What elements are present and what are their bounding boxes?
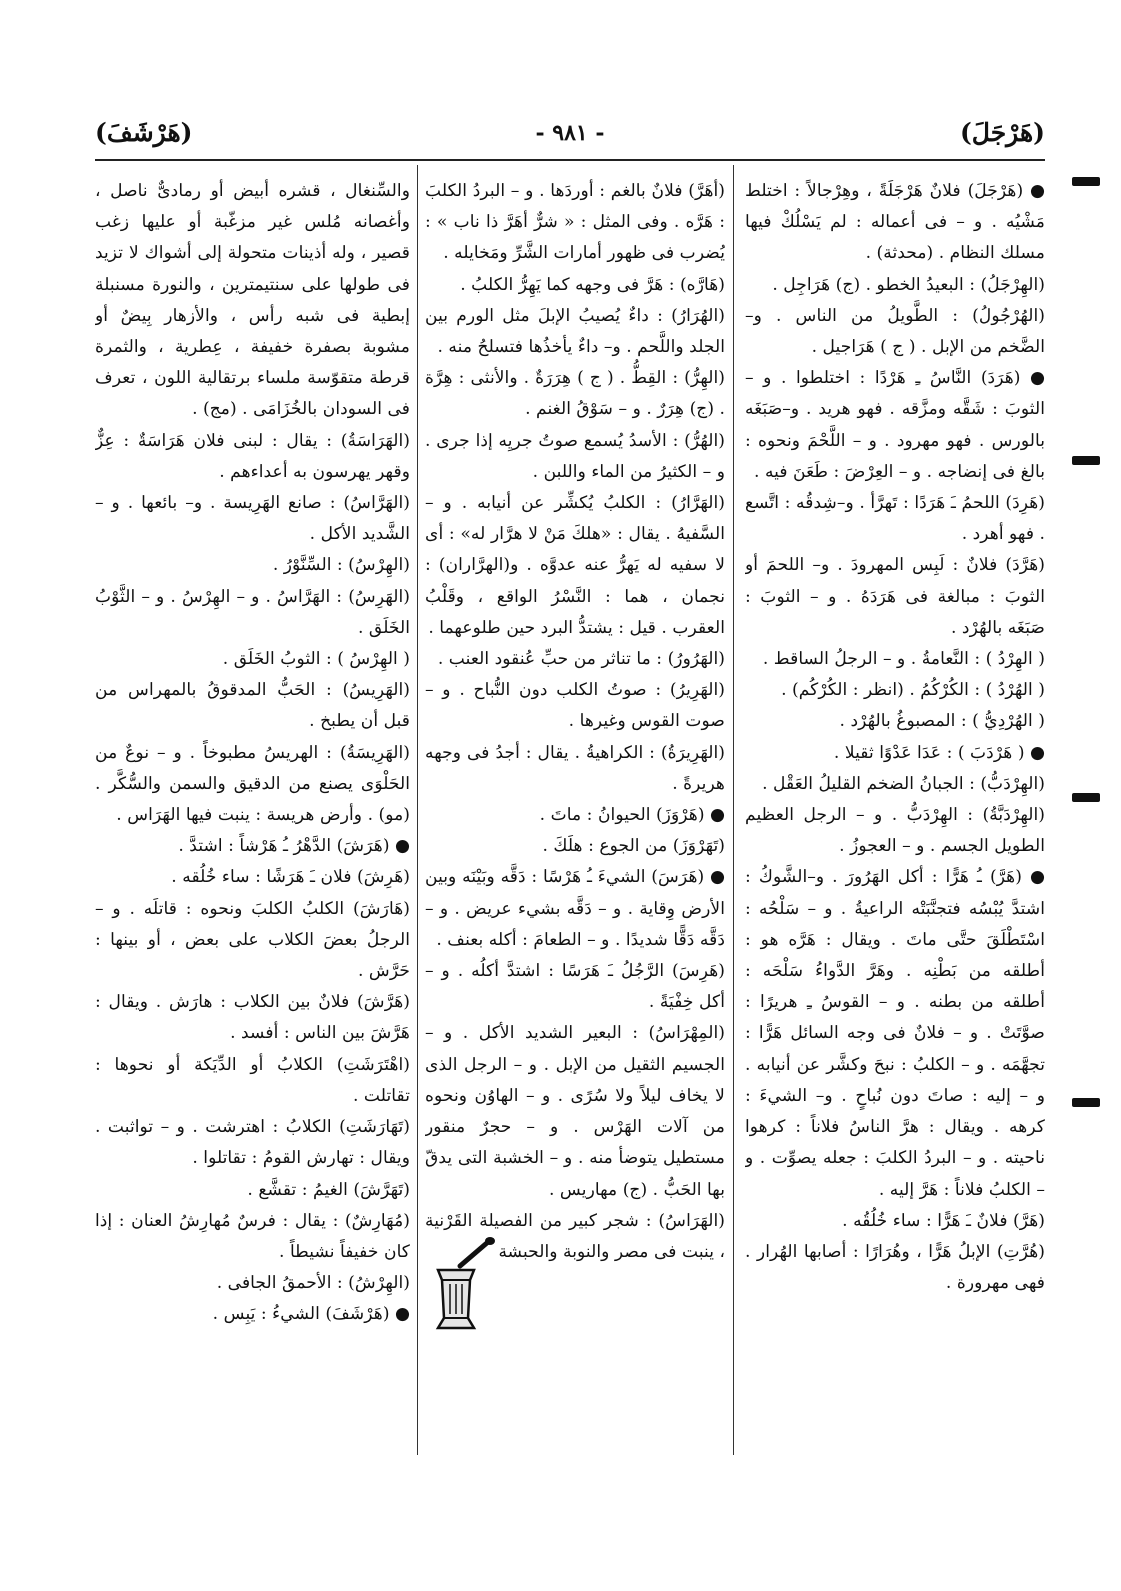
entry: (الهُرَارُ) : داءٌ يُصيبُ الإبلَ مثل الورم بين الجلد واللَّحم . و– داءٌ يأخذُها فتسلحُ منه . xyxy=(425,305,725,358)
entry: ( الهِرْدُ ) : النَّعامةُ . و – الرجلُ الساقط . xyxy=(762,649,1045,670)
entry: (الهَرِسُ) : الهَرَّاسُ . و – الهِرْسُ . و – الثَّوْبُ الخَلَق . xyxy=(95,586,410,638)
entry: (الهَرَاسَةُ) : يقال : لبنى فلان هَرَاسَةٌ : عِزٌّ وقهر يهرسون به أعداءهم . xyxy=(95,430,410,482)
entry: ● (هَرْشَفَ) الشيءُ : يَبِس . xyxy=(212,1304,410,1325)
entry: (تَهَرَّشَ) الغيمُ : تقشَّع . xyxy=(247,1179,410,1200)
entry: (الهِرْدَبَّةُ) : الهِرْدَبُّ . و – الرجل العظيم الطويل الجسم . و – العجوزُ . xyxy=(745,805,1045,857)
entry: ● (هَرْوَزَ) الحيوانُ : ماتَ . xyxy=(539,805,725,826)
entry: (الهِرْسُ) : السِّنَّوْرُ . xyxy=(272,555,410,576)
entry: (هَرِسَ) الرَّجُلُ ـَ هَرَسًا : اشتدَّ أكلُه . و – أكل خِفْيَةً . xyxy=(425,961,725,1013)
entry: (هَارَشَ) الكلبُ الكلبَ ونحوه : قاتلَه . و – الرجلُ بعضَ الكلاب على بعض ، أو بينها : حَرَّش . xyxy=(95,898,410,982)
entry: (أهَرَّ) فلانٌ بالغم : أوردَها . و – البردُ الكلبَ : هَرَّه . وفى المثل : « شرٌّ أهَرَّ ذا ناب » : يُضرب فى ظهور أمارات الشَّرِّ ومَخايله . xyxy=(425,181,725,264)
entry: والسِّنغال ، قشره أبيض أو رمادىٌّ ناصل ، وأغصانه مُلس غير مزغّبة أو عليها زغب قصير ، وله أذينات متحولة إلى أشواك لا تزيد فى طولها على سنتيمترين ، والنورة مسنبلة إبطية فى شبه رأس ، والأزهار بِيضٌ أو مشوبة بصفرة خفيفة ، عِطرية ، والثمرة قرطة متقوّسة ملساء برتقالية اللون ، تعرف فى السودان بالخُزَامَى . (مج) . xyxy=(95,181,410,420)
entry: (هَرِدَ) اللحمُ ـَ هَرَدًا : تَهرَّأ . و–شِدقُه : اتَّسع . فهو أهرد . xyxy=(745,493,1045,545)
entry: (الهَرِيسَةُ) : الهريسُ مطبوخاً . و – نوعٌ من الحَلْوَى يصنع من الدقيق والسمن والسُّكَّر . (مو) . وأرض هريسة : ينبت فيها الهَرَاس . xyxy=(95,742,410,826)
guide-word-left: (هَرْشَفَ) xyxy=(95,118,193,147)
entry: (الهَرِيرُ) : صوتُ الكلب دون النُّباح . و – صوت القوس وغيرها . xyxy=(425,680,725,732)
column-divider xyxy=(733,165,734,1455)
entry: (الهُرُّ) : الأسدُ يُسمع صوتُ جريِه إذا جرى . و – الكثيرُ من الماء واللبن . xyxy=(425,430,725,482)
margin-mark xyxy=(1072,793,1100,802)
entry: (مُهَارِشٌ) : يقال : فرسٌ مُهارِشُ العنان : إذا كان خفيفاً نشيطاً . xyxy=(95,1210,410,1262)
entry: (الهَرُورُ) : ما تناثر من حبِّ عُنقود العنب . xyxy=(437,649,725,670)
entry: (الهَرِيرَةُ) : الكراهيةُ . يقال : أجدُ فى وجهه هريرةً . xyxy=(425,742,725,794)
entry: ● (هَرْجَلَ) فلانٌ هَرْجَلَةً ، وهِرْجالاً : اختلط مَشْيُه . و – فى أعماله : لم يَسْلُكْ فيها مسلك النظام . (محدثة) . xyxy=(745,181,1045,264)
entry: (الهِرْشُ) : الأحمقُ الجافى . xyxy=(216,1273,410,1294)
entry: (الهِرُّ) : القِطُّ . ( ج ) هِرَرَةٌ . والأنثى : هِرَّة . (ج) هِرَرٌ . و – سَوْقُ الغنم . xyxy=(425,368,725,420)
entry: (الهَرَاسُ) : شجر كبير من الفصيلة القَرْنية ، ينبت فى مصر والنوبة والحبشة xyxy=(425,1210,725,1262)
entry: ● ( هَرْدَبَ ) : عَدَا عَدْوًا ثقيلا . xyxy=(833,742,1045,763)
entry: (الهَرَّارُ) : الكلبُ يُكشِّر عن أنيابه . و – السَّفيهُ . يقال : «هلكَ مَنْ لا هرَّار له» : أى لا سفيه له يَهرُّ عنه عدوَّه . و(الهرَّاران) : نجمان ، هما : النَّسْرُ الواقع ، وقَلْبُ العقرب . قيل : يشتدُّ البرد حين طلوعهما . xyxy=(425,493,725,638)
entry: (هَرَّشَ) فلانٌ بين الكلاب : هارَش . ويقال : هَرَّشَ بين الناس : أفسد . xyxy=(95,992,410,1044)
column-divider xyxy=(417,165,418,1455)
entry: (الهَرَّاسُ) : صانع الهَرِيسة . و– بائعها . و – الشَّديد الأكل . xyxy=(95,493,410,545)
mortar-and-pestle-icon xyxy=(430,1236,496,1336)
entry: ● (هَرَسَ) الشيءَ ـُ هَرْسًا : دَقَّه وبَيْنَه وبين الأرض وِقاية . و – دَقَّه بشيء عريض . و – دَقَّه دَقًّا شديدًا . و – الطعامَ : أكله بعنف . xyxy=(425,867,725,950)
entry: (اهْتَرَشَتِ) الكلابُ أو الدِّيَكة أو نحوها : تقاتلت . xyxy=(95,1054,410,1106)
margin-mark xyxy=(1072,177,1100,186)
entry: ( الهُرْدِيُّ ) : المصبوغُ بالهُرْد . xyxy=(839,711,1045,732)
entry: (الهِرْجَلُ) : البعيدُ الخطو . (ج) هَرَاجِل . xyxy=(772,274,1045,295)
column-left xyxy=(95,176,410,1454)
entry: ● (هَرَشَ) الدَّهْرُ ـُ هَرْشاً : اشتدَّ . xyxy=(178,836,410,857)
margin-mark xyxy=(1072,456,1100,465)
entry: (هَرِشَ) فلان ـَ هَرَشًا : ساء خُلُقه . xyxy=(171,867,410,888)
entry: (المِهْرَاسُ) : البعير الشديد الأكل . و – الجسيم الثقيل من الإبل . و – الرجل الذى لا يخاف ليلاً ولا سُرًى . و – الهاوُن ونحوه من آلات الهَرْس . و – حجرٌ منقور مستطيل يتوضأ منه . و – الخشبة التى يدقّ بها الحَبُّ . (ج) مهاريس . xyxy=(425,1023,725,1200)
entry: (هُرَّتِ) الإبلُ هَرًّا ، وهُرَارًا : أصابها الهُرار . فهى مهرورة . xyxy=(745,1241,1045,1294)
column-right xyxy=(745,176,1045,1454)
margin-mark xyxy=(1072,1098,1100,1107)
entry: (الهَرِيسُ) : الحَبُّ المدقوقُ بالمهراس من قبل أن يطبخ . xyxy=(95,680,410,732)
header-rule xyxy=(95,159,1045,161)
entry: ( الهُرْدُ ) : الكُرْكُمُ . (انظر : الكُرْكُم) . xyxy=(781,680,1045,701)
entry: ● (هَرَّ) ـُ هَرًّا : أكل الهَرُورَ . و–الشَّوكُ : اشتدَّ يُبْسُه فتجنَّبَتْه الراعيةُ . و – سَلْحُه : اسْتَطْلَقَ حتَّى ماتَ . ويقال : هَرَّه هو : أطلقه من بَطْنِه . وهَرَّ الدَّواءُ سَلْحَه : أطلقه من بطنه . و – القوسُ ـِ هريرًا : صوَّتَتْ . و – فلانٌ فى وجه السائل هَرًّا : تجهَّمَه . و – الكلبُ : نبحَ وكشَّر عن أنيابه . و – إليه : صاتَ دون نُباحٍ . و– الشيءَ : كرهه . ويقال : هرَّ الناسُ فلاناً : كرهوا ناحيته . و – البردُ الكلبَ : جعله يصوِّت . و – الكلبُ فلاناً : هَرَّ إليه . xyxy=(745,867,1045,1200)
entry: (هَارَّه) : هَرَّ فى وجهه كما يَهِرُّ الكلبُ . xyxy=(460,274,725,295)
entry: (تَهَرْوَزَ) من الجوع : هلَكَ . xyxy=(542,836,725,857)
guide-word-right: (هَرْجَلَ) xyxy=(959,118,1045,147)
entry: (هَرَّ) فلانٌ ـَ هَرًّا : ساء خُلُقُه . xyxy=(842,1210,1045,1231)
entry: ● (هَرَدَ) النَّاسُ ـِ هَرْدًا : اختلطوا . و – الثوبَ : شَقَّه ومزَّقه . فهو هريد . و–صَبَغَه بالورس . فهو مهرود . و – اللَّحْمَ ونحوه : بالغ فى إنضاجه . و – العِرْضَ : طَعَنَ فيه . xyxy=(745,368,1045,482)
page-header xyxy=(95,118,1045,156)
page-number: - ٩٨١ - xyxy=(535,120,605,146)
entry: (تَهَارَشَتِ) الكلابُ : اهترشت . و – تواثبت . ويقال : تهارش القومُ : تقاتلوا . xyxy=(95,1117,410,1169)
entry: (هَرَّدَ) فلانٌ : لَبِس المهرودَ . و– اللحمَ أو الثوبَ : مبالغة فى هَرَدَهُ . و – الثوبَ : صَبَغَه بالهُرْد . xyxy=(745,555,1045,638)
entry: (الهُرْجُولُ) : الطَّويلُ من الناس . و– الضَّخم من الإبل . ( ج ) هَرَاجيل . xyxy=(745,305,1045,358)
entry: (الهِرْدَبُّ) : الجبانُ الضخم القليلُ العَقْل . xyxy=(762,773,1045,794)
entry: ( الهِرْسُ ) : الثوبُ الخَلَق . xyxy=(222,649,410,670)
